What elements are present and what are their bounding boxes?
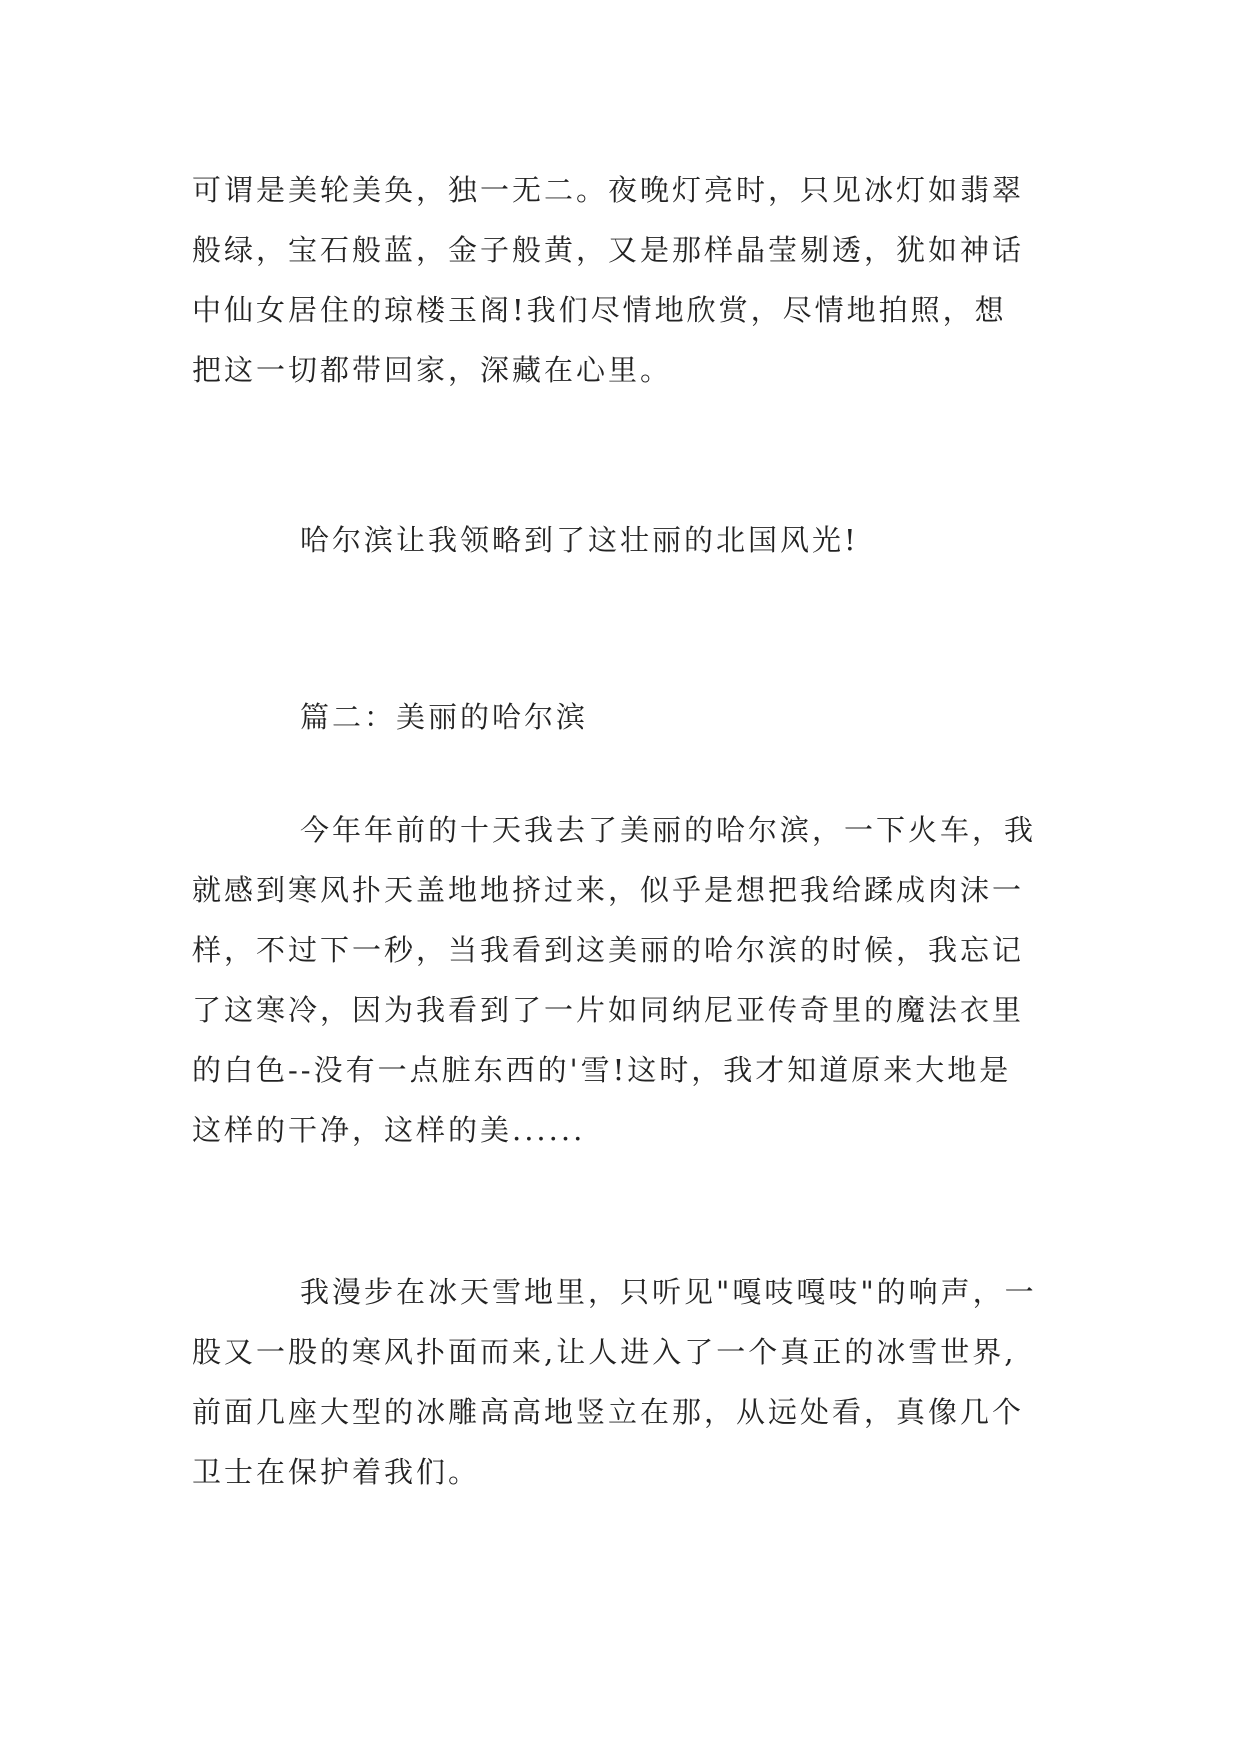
paragraph-conclusion <box>192 510 1062 570</box>
text-line: 可谓是美轮美奂，独一无二。夜晚灯亮时，只见冰灯如翡翠 <box>192 173 1025 207</box>
section-title: 篇二：美丽的哈尔滨 <box>300 700 589 734</box>
text-line: 的白色--没有一点脏东西的'雪!这时，我才知道原来大地是 <box>192 1053 1012 1087</box>
paragraph-ice-lanterns <box>192 160 1062 400</box>
text-line: 我漫步在冰天雪地里，只听见"嘎吱嘎吱"的响声，一 <box>300 1275 1037 1309</box>
text-line: 哈尔滨让我领略到了这壮丽的北国风光! <box>300 523 859 557</box>
text-line: 这样的干净，这样的美...... <box>192 1113 586 1147</box>
text-line: 前面几座大型的冰雕高高地竖立在那，从远处看，真像几个 <box>192 1395 1025 1429</box>
text-line: 卫士在保护着我们。 <box>192 1455 481 1489</box>
text-line: 了这寒冷，因为我看到了一片如同纳尼亚传奇里的魔法衣里 <box>192 993 1025 1027</box>
paragraph-ice-world <box>192 1262 1062 1502</box>
text-line: 就感到寒风扑天盖地地挤过来，似乎是想把我给蹂成肉沫一 <box>192 873 1025 907</box>
text-line: 中仙女居住的琼楼玉阁!我们尽情地欣赏，尽情地拍照，想 <box>192 293 1007 327</box>
text-line: 今年年前的十天我去了美丽的哈尔滨，一下火车，我 <box>300 813 1037 847</box>
text-line: 样，不过下一秒，当我看到这美丽的哈尔滨的时候，我忘记 <box>192 933 1025 967</box>
text-line: 般绿，宝石般蓝，金子般黄，又是那样晶莹剔透，犹如神话 <box>192 233 1025 267</box>
paragraph-arrival <box>192 800 1062 1160</box>
section-heading <box>192 687 1062 747</box>
text-line: 把这一切都带回家，深藏在心里。 <box>192 353 673 387</box>
text-line: 股又一股的寒风扑面而来,让人进入了一个真正的冰雪世界, <box>192 1335 1017 1369</box>
